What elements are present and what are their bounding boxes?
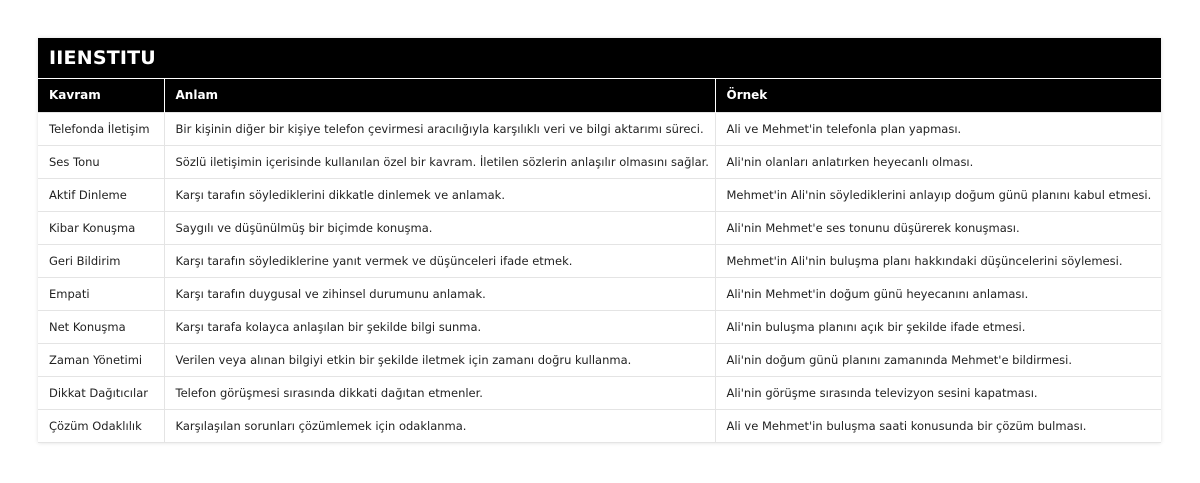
table-row: [38, 244, 1161, 277]
cell-ornek: Ali'nin Mehmet'e ses tonunu düşürerek konuşması.: [715, 211, 1161, 244]
cell-kavram: Dikkat Dağıtıcılar: [38, 376, 164, 409]
cell-ornek: Ali ve Mehmet'in telefonla plan yapması.: [715, 112, 1161, 145]
table-row: [38, 277, 1161, 310]
cell-anlam: Sözlü iletişimin içerisinde kullanılan özel bir kavram. İletilen sözlerin anlaşılır olmasını sağlar.: [164, 145, 715, 178]
cell-ornek: Ali ve Mehmet'in buluşma saati konusunda bir çözüm bulması.: [715, 409, 1161, 442]
cell-ornek: Ali'nin doğum günü planını zamanında Mehmet'e bildirmesi.: [715, 343, 1161, 376]
cell-ornek: Ali'nin görüşme sırasında televizyon sesini kapatması.: [715, 376, 1161, 409]
table-row: [38, 343, 1161, 376]
cell-kavram: Ses Tonu: [38, 145, 164, 178]
table-header-row: [38, 79, 1161, 112]
cell-ornek: Mehmet'in Ali'nin buluşma planı hakkındaki düşüncelerini söylemesi.: [715, 244, 1161, 277]
cell-anlam: Karşılaşılan sorunları çözümlemek için odaklanma.: [164, 409, 715, 442]
table-row: [38, 211, 1161, 244]
cell-kavram: Empati: [38, 277, 164, 310]
cell-anlam: Bir kişinin diğer bir kişiye telefon çevirmesi aracılığıyla karşılıklı veri ve bilgi aktarımı süreci.: [164, 112, 715, 145]
brand-title: IIENSTITU: [38, 38, 1161, 79]
cell-anlam: Karşı tarafa kolayca anlaşılan bir şekilde bilgi sunma.: [164, 310, 715, 343]
cell-kavram: Aktif Dinleme: [38, 178, 164, 211]
table-row: [38, 178, 1161, 211]
cell-ornek: Ali'nin olanları anlatırken heyecanlı olması.: [715, 145, 1161, 178]
cell-kavram: Telefonda İletişim: [38, 112, 164, 145]
cell-kavram: Geri Bildirim: [38, 244, 164, 277]
cell-ornek: Mehmet'in Ali'nin söylediklerini anlayıp doğum günü planını kabul etmesi.: [715, 178, 1161, 211]
cell-ornek: Ali'nin buluşma planını açık bir şekilde ifade etmesi.: [715, 310, 1161, 343]
cell-kavram: Zaman Yönetimi: [38, 343, 164, 376]
table-row: [38, 409, 1161, 442]
cell-anlam: Verilen veya alınan bilgiyi etkin bir şekilde iletmek için zamanı doğru kullanma.: [164, 343, 715, 376]
cell-kavram: Net Konuşma: [38, 310, 164, 343]
table-row: [38, 376, 1161, 409]
cell-anlam: Karşı tarafın duygusal ve zihinsel durumunu anlamak.: [164, 277, 715, 310]
cell-ornek: Ali'nin Mehmet'in doğum günü heyecanını anlaması.: [715, 277, 1161, 310]
cell-kavram: Kibar Konuşma: [38, 211, 164, 244]
table-row: [38, 310, 1161, 343]
header-kavram: Kavram: [38, 79, 164, 112]
header-anlam: Anlam: [164, 79, 715, 112]
concept-table-card: [38, 38, 1161, 443]
table-row: [38, 145, 1161, 178]
cell-anlam: Karşı tarafın söylediklerine yanıt vermek ve düşünceleri ifade etmek.: [164, 244, 715, 277]
cell-anlam: Telefon görüşmesi sırasında dikkati dağıtan etmenler.: [164, 376, 715, 409]
cell-anlam: Saygılı ve düşünülmüş bir biçimde konuşma.: [164, 211, 715, 244]
table-row: [38, 112, 1161, 145]
concept-table: [38, 79, 1161, 443]
header-ornek: Örnek: [715, 79, 1161, 112]
cell-anlam: Karşı tarafın söylediklerini dikkatle dinlemek ve anlamak.: [164, 178, 715, 211]
cell-kavram: Çözüm Odaklılık: [38, 409, 164, 442]
